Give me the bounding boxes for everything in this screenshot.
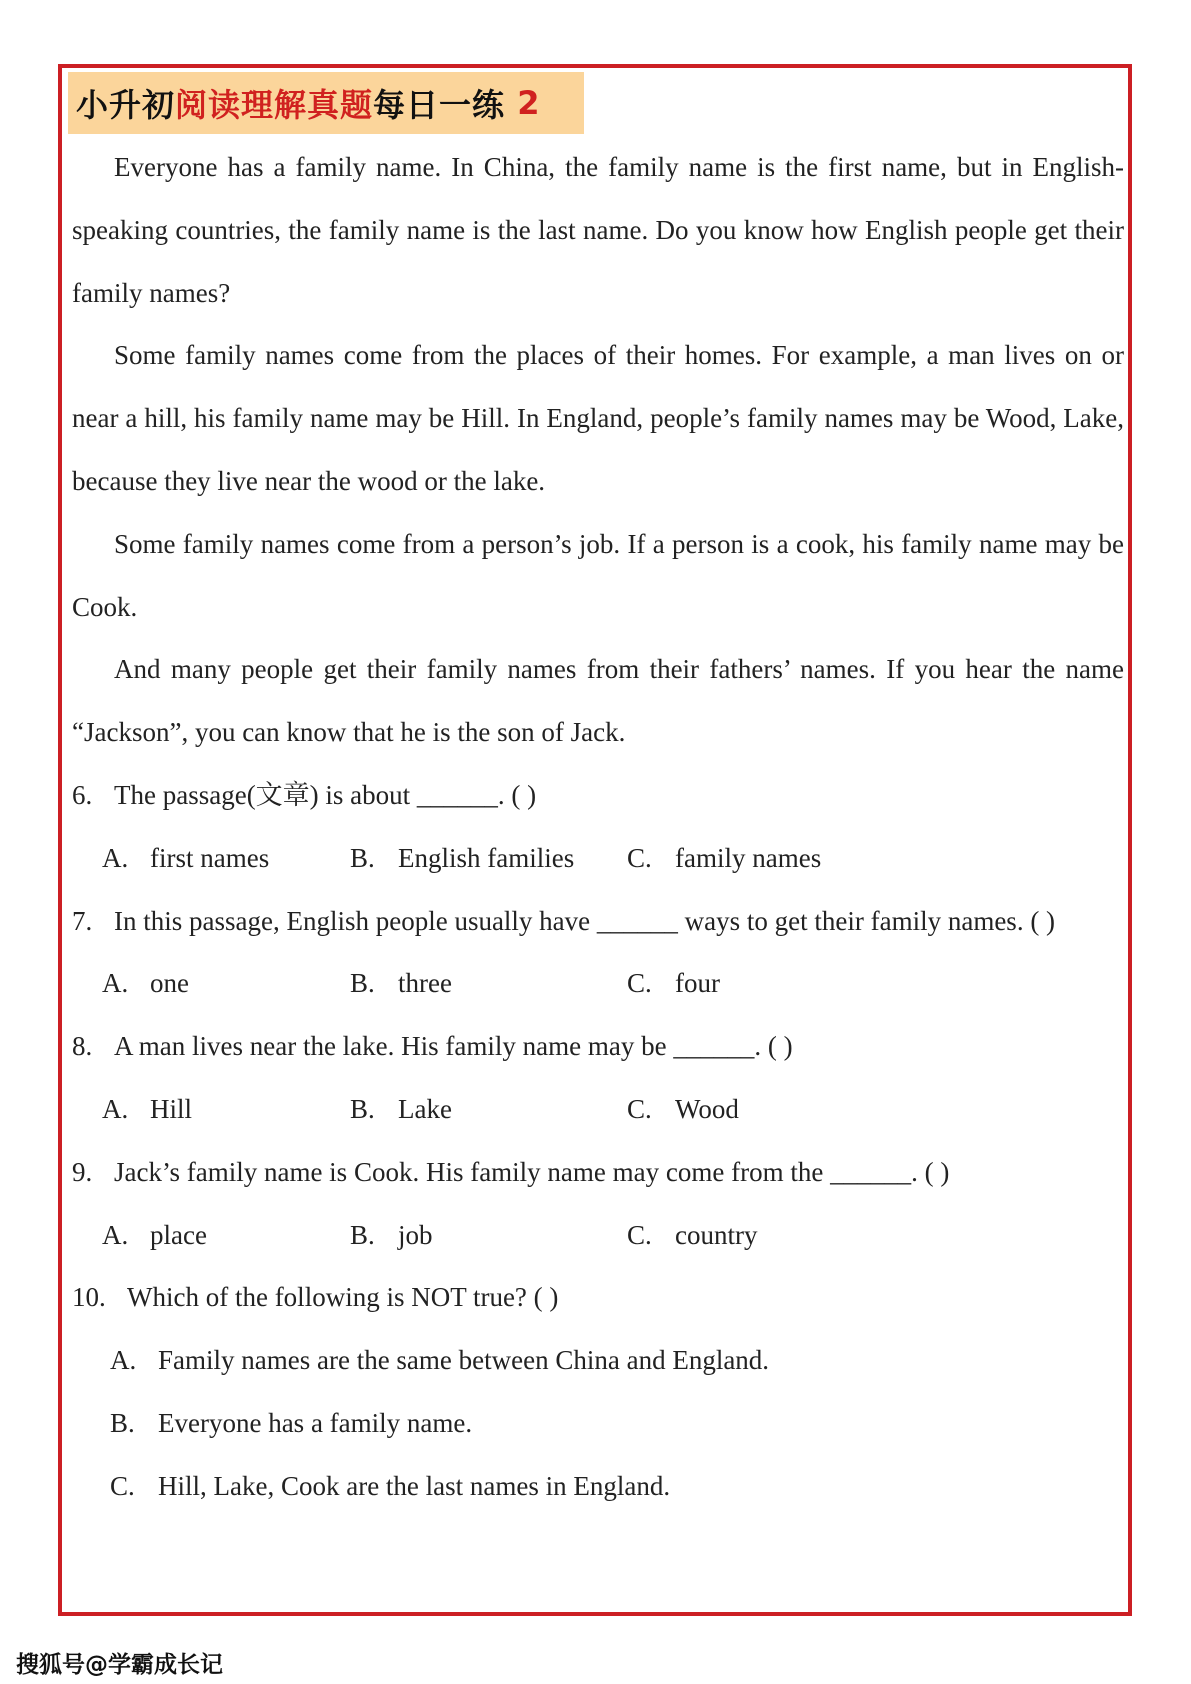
page-title bbox=[68, 72, 584, 134]
option-a[interactable]: A. Family names are the same between China and England. bbox=[110, 1345, 770, 1376]
option-c[interactable]: C. four bbox=[627, 968, 720, 999]
question-9 bbox=[72, 1141, 1124, 1204]
title-part-3: 每日一练 bbox=[373, 86, 506, 124]
title-part-4: 2 bbox=[517, 84, 541, 122]
title-part-2: 阅读理解真题 bbox=[175, 86, 374, 124]
option-c[interactable]: C. Wood bbox=[627, 1093, 739, 1124]
passage-paragraph-1: Everyone has a family name. In China, the family name is the first name, but in English-speaking countries, the family name is the last name. Do you know how English people get their family names? bbox=[72, 152, 1124, 308]
question-8-options bbox=[72, 1078, 1124, 1141]
question-number: 8. bbox=[72, 1031, 93, 1062]
option-a[interactable]: A. one bbox=[102, 968, 189, 999]
option-b[interactable]: B. Everyone has a family name. bbox=[110, 1407, 473, 1438]
question-7 bbox=[72, 890, 1124, 953]
question-8 bbox=[72, 1015, 1124, 1078]
question-number: 7. bbox=[72, 905, 93, 936]
question-text: Jack’s family name is Cook. His family name may come from the ______. ( ) bbox=[114, 1156, 950, 1187]
question-9-options bbox=[72, 1204, 1124, 1267]
option-a[interactable]: A. Hill bbox=[102, 1093, 193, 1124]
option-c[interactable]: C. family names bbox=[627, 842, 822, 873]
option-c[interactable]: C. country bbox=[627, 1219, 758, 1250]
question-10 bbox=[72, 1266, 1124, 1329]
question-7-options bbox=[72, 952, 1124, 1015]
title-part-1: 小升初 bbox=[76, 86, 176, 124]
option-b[interactable]: B. Lake bbox=[350, 1093, 452, 1124]
passage-paragraph-2: Some family names come from the places of their homes. For example, a man lives on or near a hill, his family name may be Hill. In England, people’s family names may be Wood, Lake, because they live near the wood or the lake. bbox=[72, 340, 1124, 496]
exercise-content bbox=[72, 136, 1124, 1518]
option-b[interactable]: B. three bbox=[350, 968, 452, 999]
question-text: Which of the following is NOT true? ( ) bbox=[127, 1282, 559, 1313]
question-text: The passage(文章) is about ______. ( ) bbox=[114, 779, 537, 810]
option-c[interactable]: C. Hill, Lake, Cook are the last names in England. bbox=[110, 1470, 671, 1501]
question-number: 6. bbox=[72, 779, 93, 810]
question-6 bbox=[72, 764, 1124, 827]
option-b[interactable]: B. job bbox=[350, 1219, 433, 1250]
question-number: 9. bbox=[72, 1156, 93, 1187]
passage-paragraph-4: And many people get their family names from their fathers’ names. If you hear the name “Jackson”, you can know that he is the son of Jack. bbox=[72, 654, 1124, 748]
passage-paragraph-3: Some family names come from a person’s job. If a person is a cook, his family name may be Cook. bbox=[72, 528, 1124, 622]
watermark-footer: 搜狐号@学霸成长记 bbox=[16, 1652, 223, 1678]
question-text: In this passage, English people usually have ______ ways to get their family names. ( ) bbox=[114, 905, 1056, 936]
question-6-options bbox=[72, 827, 1124, 890]
question-number: 10. bbox=[72, 1282, 106, 1313]
option-a[interactable]: A. first names bbox=[102, 842, 270, 873]
question-text: A man lives near the lake. His family name may be ______. ( ) bbox=[114, 1031, 793, 1062]
option-a[interactable]: A. place bbox=[102, 1219, 207, 1250]
option-b[interactable]: B. English families bbox=[350, 842, 575, 873]
